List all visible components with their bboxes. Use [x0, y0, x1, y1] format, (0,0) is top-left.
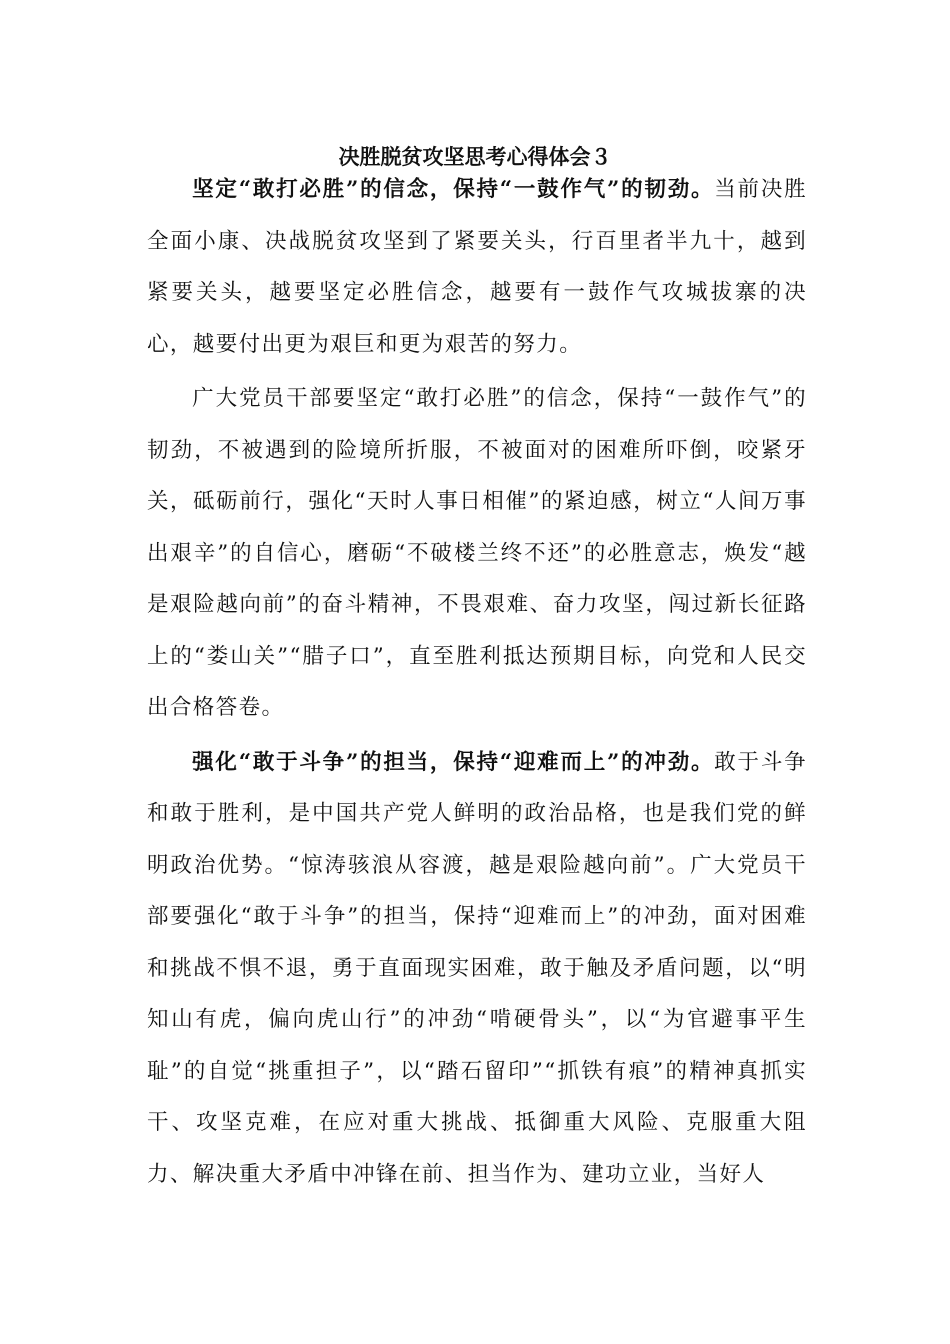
paragraph-3-text: 敢于斗争和敢于胜利，是中国共产党人鲜明的政治品格，也是我们党的鲜明政治优势。“惊涛骇浪从容渡，越是艰险越向前”。广大党员干部要强化“敢于斗争”的担当，保持“迎难而上”的冲劲，面对困难和挑战不惧不退，勇于直面现实困难，敢于触及矛盾问题，以“明知山有虎，偏向虎山行”的冲劲“啃硬骨头”，以“为官避事平生耻”的自觉“挑重担子”，以“踏石留印”“抓铁有痕”的精神真抓实干、攻坚克难，在应对重大挑战、抵御重大风险、克服重大阻力、解决重大矛盾中冲锋在前、担当作为、建功立业，当好人 — [147, 749, 807, 1187]
paragraph-2 — [147, 373, 807, 734]
document-title: 决胜脱贫攻坚思考心得体会３ — [338, 144, 612, 169]
paragraph-3-lead: 强化“敢于斗争”的担当，保持“迎难而上”的冲劲。 — [192, 749, 715, 775]
paragraph-3 — [147, 737, 807, 1201]
paragraph-1-text: 当前决胜全面小康、决战脱贫攻坚到了紧要关头，行百里者半九十，越到紧要关头，越要坚定必胜信念，越要有一鼓作气攻城拔寨的决心，越要付出更为艰巨和更为艰苦的努力。 — [147, 177, 807, 357]
paragraph-1 — [147, 164, 807, 370]
paragraph-1-lead: 坚定“敢打必胜”的信念，保持“一鼓作气”的韧劲。 — [192, 177, 715, 202]
document-body — [147, 164, 807, 1200]
paragraph-2-text: 广大党员干部要坚定“敢打必胜”的信念，保持“一鼓作气”的韧劲，不被遇到的险境所折服，不被面对的困难所吓倒，咬紧牙关，砥砺前行，强化“天时人事日相催”的紧迫感，树立“人间万事出艰辛”的自信心，磨砺“不破楼兰终不还”的必胜意志，焕发“越是艰险越向前”的奋斗精神，不畏艰难、奋力攻坚，闯过新长征路上的“娄山关”“腊子口”，直至胜利抵达预期目标，向党和人民交出合格答卷。 — [147, 386, 807, 720]
